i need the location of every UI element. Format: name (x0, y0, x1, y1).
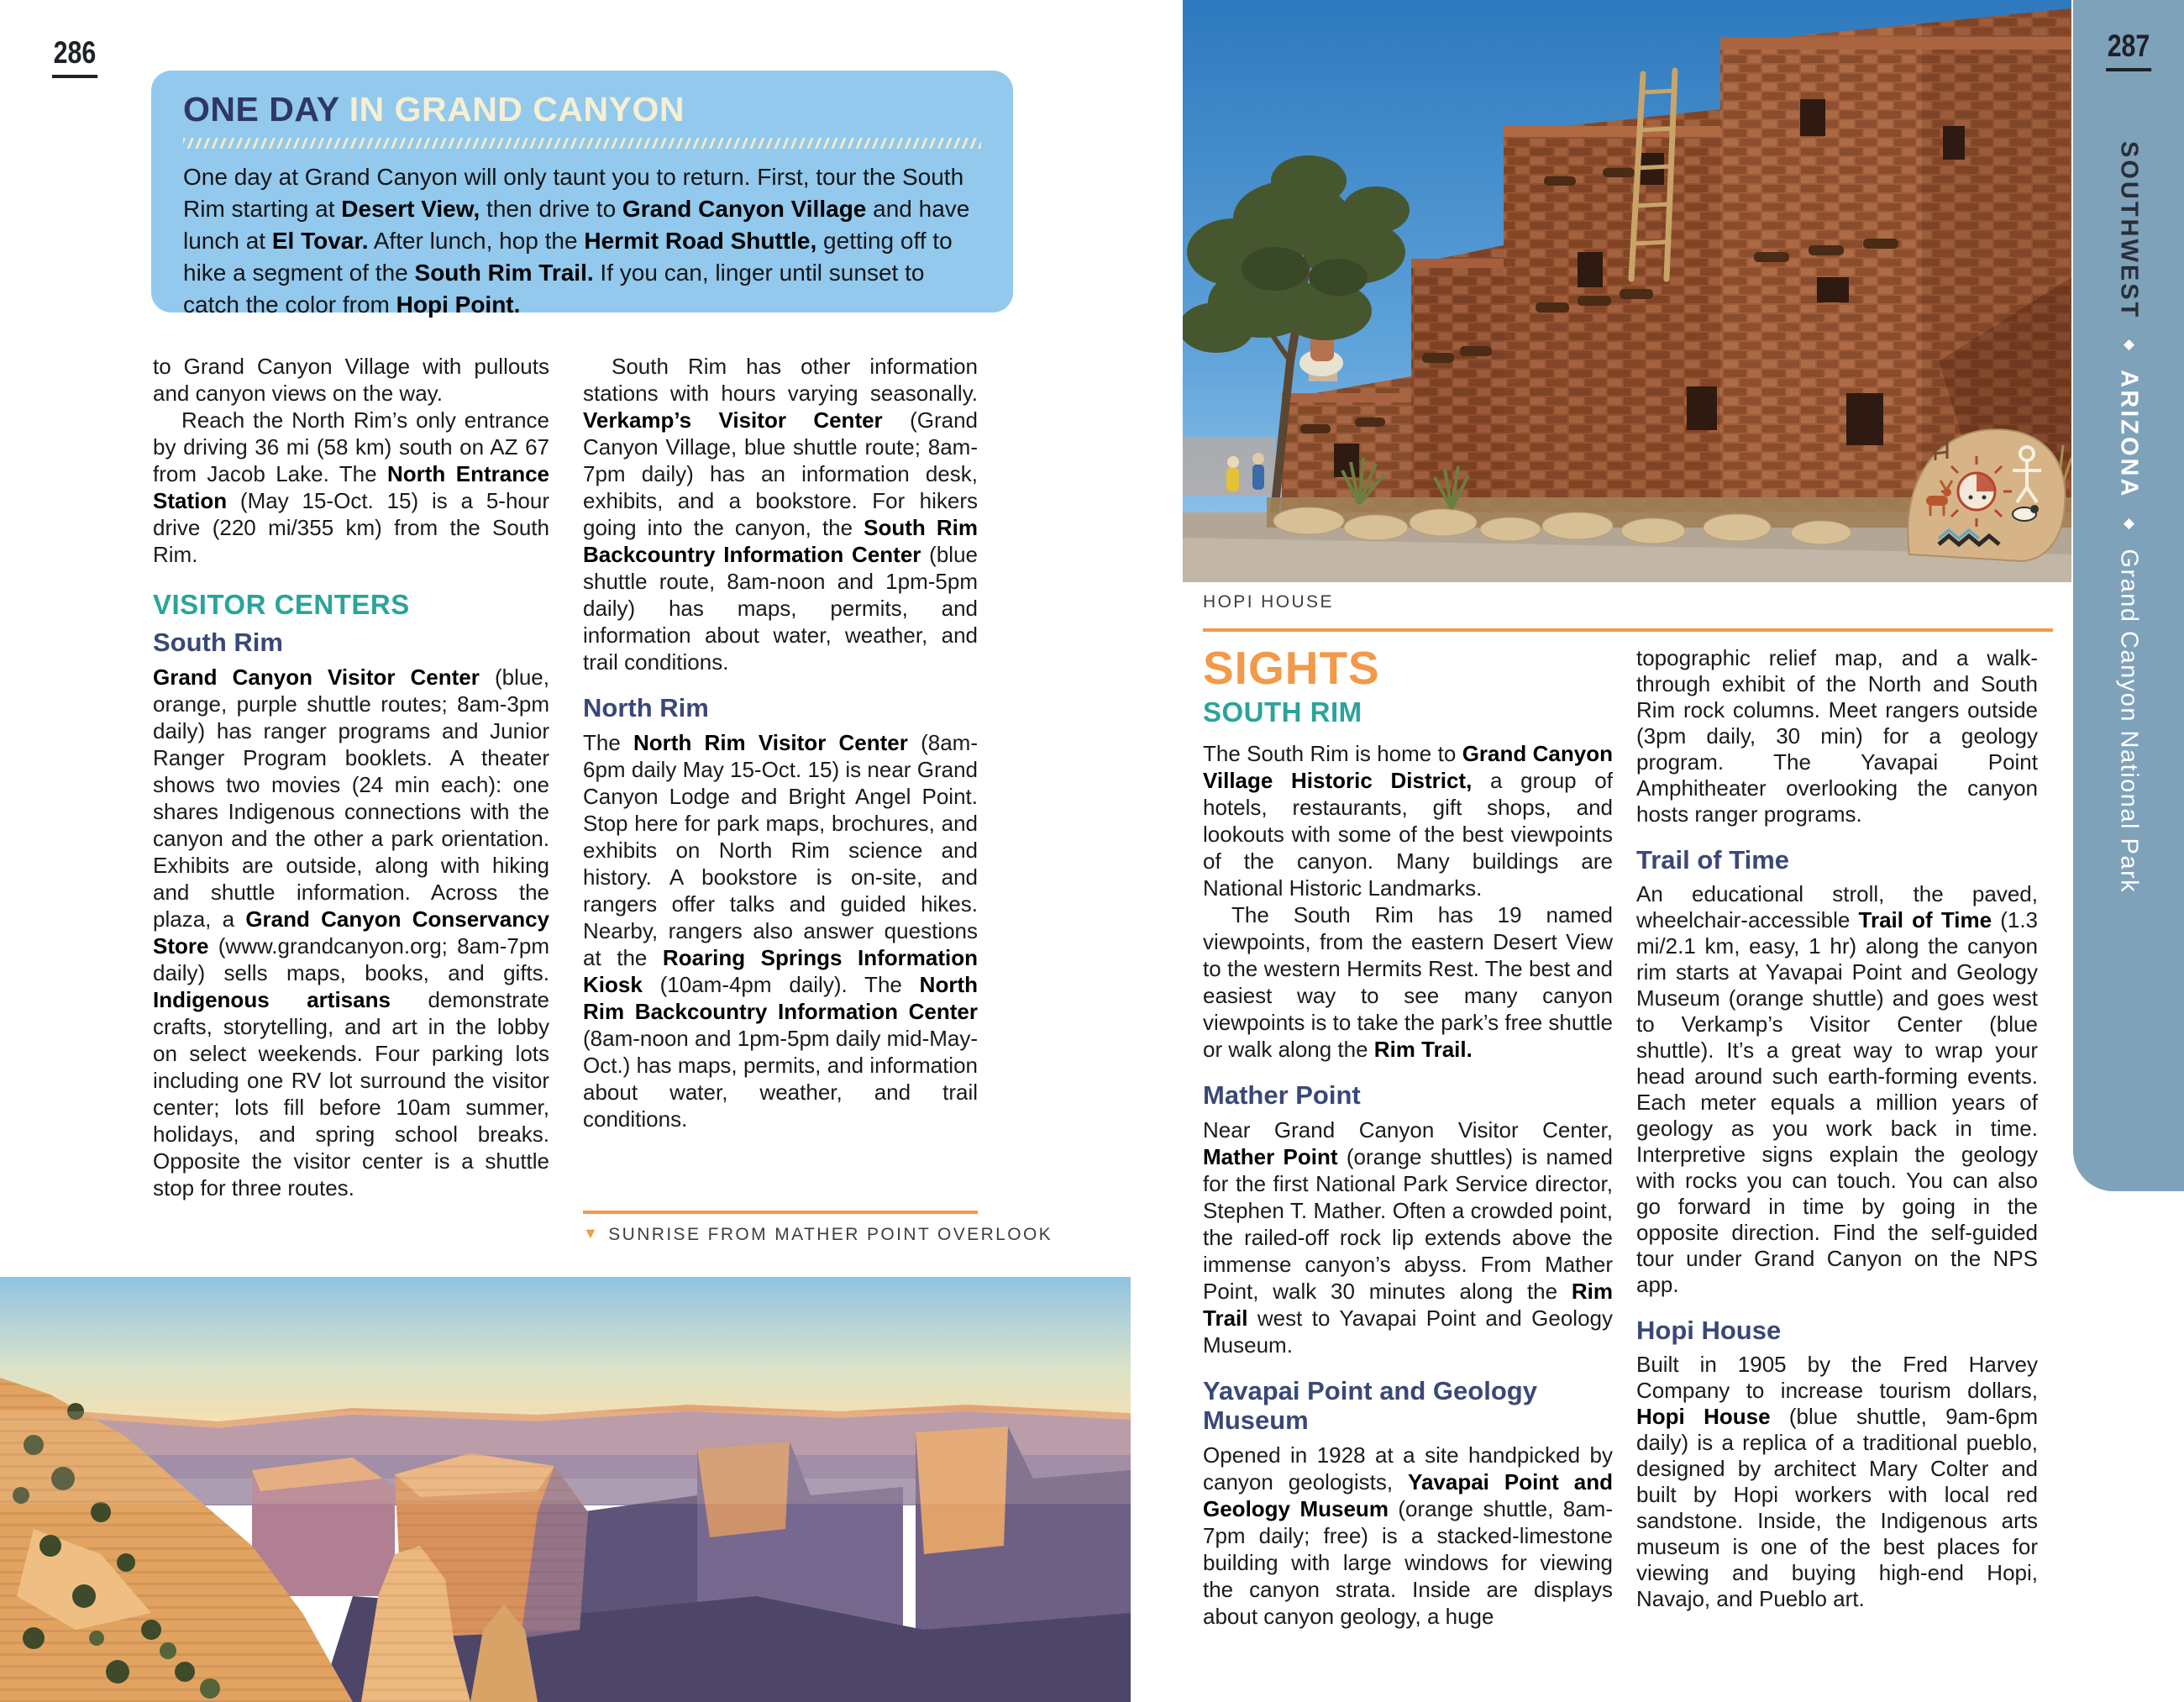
paragraph: Built in 1905 by the Fred Harvey Company to increase tourism dollars, Hopi House (blue shuttle, 9am-6pm daily) is a replica of a traditional pueblo, designed by architect Mary Colter and built by Hopi workers with local red sandstone. Inside, the Indigenous arts museum is one of the best places for viewing and buying high-end Hopi, Navajo, and Pueblo art. (1636, 1352, 2038, 1611)
callout-body: One day at Grand Canyon will only taunt you to return. First, tour the South Rim starting at Desert View, then drive to Grand Canyon Village and have lunch at El Tovar. After lunch, hop the Hermit Road Shuttle, getting off to hike a segment of the South Rim Trail. If you can, linger until sunset to catch the color from Hopi Point. (183, 164, 970, 318)
canyon-illustration (0, 1277, 1131, 1702)
caption-rule-left (583, 1211, 978, 1214)
callout-title (183, 92, 981, 127)
hopi-house-illustration (1183, 0, 2071, 582)
spine-breadcrumb (2115, 141, 2143, 893)
spine-park-label: Grand Canyon National Park (2115, 549, 2143, 894)
paragraph: An educational stroll, the paved, wheelchair-accessible Trail of Time (1.3 mi/2.1 km, easy, 1 hr) along the canyon rim starts at Yavapai Point and Geology Museum (orange shuttle) and goes west to Verkamp’s Visitor Center (blue shuttle). It’s a great way to wrap your head around such earth-forming events. Each meter equals a million years of geology as you work back in time. Interpretive signs explain the geology with rocks you can touch. You can also go forward in time by going in the opposite direction. Find the self-guided tour under Grand Canyon on the NPS app. (1636, 881, 2039, 1297)
sights-title: SIGHTS (1203, 642, 1380, 694)
page-number-left: 286 (52, 35, 97, 78)
page-number-right: 287 (2106, 29, 2151, 71)
paragraph: Near Grand Canyon Visitor Center, Mather Point (orange shuttles) is named for the first National Park Service director, Stephen T. Mather. Often a crowded point, the railed-off rock lip extends above the immense canyon’s abyss. From Mather Point, walk 30 minutes along the Rim Trail west to Yavapai Point and Geology Museum. (1203, 1117, 1614, 1358)
photo-caption-right (1203, 592, 1334, 612)
paragraph: The South Rim is home to Grand Canyon Village Historic District, a group of hotels, restaurants, gift shops, and lookouts with some of the best viewpoints of the canyon. Many buildings are National Historic Landmarks. (1203, 741, 1613, 901)
callout-title-primary: ONE DAY (183, 90, 349, 129)
paragraph: The North Rim Visitor Center (8am-6pm daily May 15-Oct. 15) is near Grand Canyon Lodge and Bright Angel Point. Stop here for park maps, brochures, and exhibits on North Rim science and history. A bookstore is on-site, and rangers offer talks and guided hikes. Nearby, rangers also answer questions at the Roaring Springs Information Kiosk (10am-4pm daily). The North Rim Backcountry Information Center (8am-noon and 1pm-5pm daily mid-May-Oct.) has maps, permits, and information about water, weather, and trail conditions. (583, 730, 979, 1132)
diamond-icon: ◆ (2121, 515, 2138, 533)
right-page-column-1 (1203, 642, 1614, 1630)
left-page-column-2 (583, 353, 978, 1132)
hopi-house-photo (1183, 0, 2071, 582)
paragraph: South Rim has other information stations with hours varying seasonally. Verkamp’s Visitor Center (Grand Canyon Village, blue shuttle route; 8am-7pm daily) has an information desk, exhibits, and a bookstore. For hikers going into the canyon, the South Rim Backcountry Information Center (blue shuttle route, 8am-noon and 1pm-5pm daily) has maps, permits, and information about water, weather, and trail conditions. (583, 354, 978, 675)
diamond-icon: ◆ (2121, 336, 2138, 354)
right-page-column-2 (1636, 645, 2038, 1612)
caption-rule-right (1203, 628, 2053, 632)
heading-trail-of-time: Trail of Time (1636, 845, 1790, 875)
heading-mather-point: Mather Point (1203, 1080, 1361, 1110)
hatched-divider (183, 138, 981, 149)
photo-caption-left-text: SUNRISE FROM MATHER POINT OVERLOOK (608, 1225, 1053, 1244)
section-heading-visitor-centers: VISITOR CENTERS (153, 589, 410, 620)
one-day-callout-box (151, 71, 1013, 318)
subheading-north-rim: North Rim (583, 693, 709, 722)
paragraph: The South Rim has 19 named viewpoints, from the eastern Desert View to the western Hermits Rest. The best and easiest way to see many canyon viewpoints is to take the park’s free shuttle or walk along the Rim Trail. (1203, 902, 1613, 1062)
paragraph: Opened in 1928 at a site handpicked by canyon geologists, Yavapai Point and Geology Museum (orange shuttle, 8am-7pm daily; free) is a stacked-limestone building with large windows for viewing the canyon strata. Inside are displays about canyon geology, a huge (1203, 1442, 1614, 1629)
spine-tab (2073, 0, 2184, 1191)
south-rim-subtitle: SOUTH RIM (1203, 696, 1362, 728)
paragraph: topographic relief map, and a walk-through exhibit of the North and South Rim rock columns. Meet rangers outside (3pm daily, 30 min) for a geology program. The Yavapai Point Amphitheater overlooking the canyon hosts ranger programs. (1636, 645, 2038, 827)
left-page-column-1 (153, 353, 549, 1201)
paragraph: to Grand Canyon Village with pullouts and canyon views on the way. (153, 354, 549, 406)
callout-title-secondary: IN GRAND CANYON (349, 90, 685, 129)
subheading-south-rim: South Rim (153, 627, 283, 657)
photo-caption-left (583, 1225, 1053, 1245)
photo-caption-right-text: HOPI HOUSE (1203, 592, 1334, 612)
spine-state-label: ARIZONA (2115, 370, 2143, 499)
heading-hopi-house: Hopi House (1636, 1316, 1782, 1345)
mather-point-sunrise-photo (0, 1277, 1131, 1702)
heading-yavapai-point: Yavapai Point and Geology Museum (1203, 1376, 1537, 1435)
spine-region-label: SOUTHWEST (2115, 141, 2143, 320)
paragraph: Reach the North Rim’s only entrance by driving 36 mi (58 km) south on AZ 67 from Jacob Lake. The North Entrance Station (May 15-Oct. 15) is a 5-hour drive (220 mi/355 km) from the South Rim. (153, 407, 549, 567)
paragraph: Grand Canyon Visitor Center (blue, orange, purple shuttle routes; 8am-3pm daily) has ranger programs and Junior Ranger Program booklets. A theater shows two movies (24 min each): one shares Indigenous connections with the canyon and the other a park orientation. Exhibits are outside, along with hiking and shuttle information. Across the plaza, a Grand Canyon Conservancy Store (www.grandcanyon.org; 8am-7pm daily) sells maps, books, and gifts. Indigenous artisans demonstrate crafts, storytelling, and art in the lobby on select weekends. Four parking lots including one RV lot surround the visitor center; lots fill before 10am summer, holidays, and spring school breaks. Opposite the visitor center is a shuttle stop for three routes. (153, 664, 550, 1200)
down-triangle-icon: ▼ (583, 1225, 601, 1242)
